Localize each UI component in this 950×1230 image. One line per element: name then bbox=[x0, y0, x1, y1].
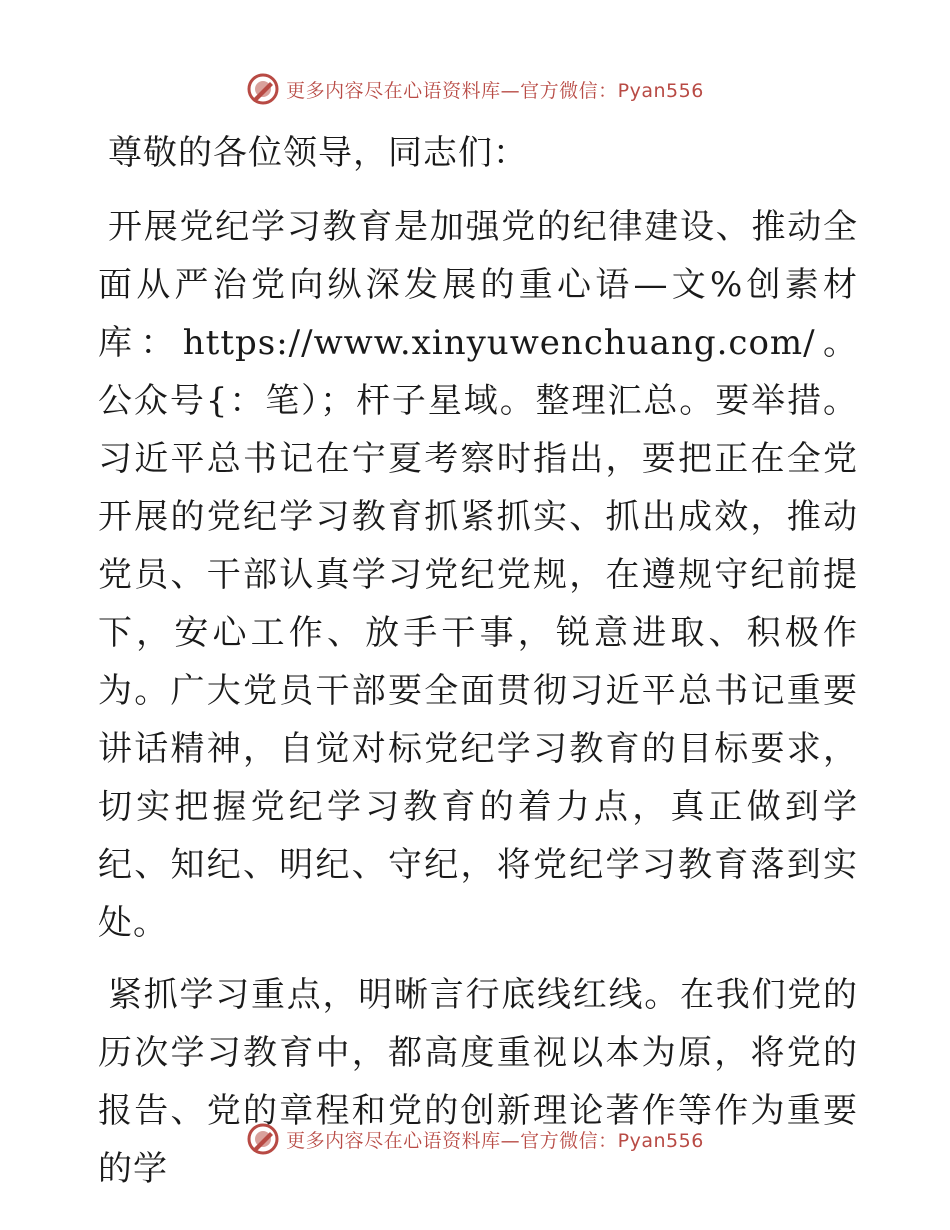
salutation: 尊敬的各位领导，同志们： bbox=[108, 133, 528, 173]
watermark-text: 更多内容尽在心语资料库—官方微信：Pyan556 bbox=[286, 1129, 704, 1152]
document-body bbox=[98, 124, 858, 1212]
brand-logo-icon bbox=[246, 72, 280, 106]
header-watermark bbox=[0, 72, 950, 106]
paragraph-1: 开展党纪学习教育是加强党的纪律建设、推动全面从严治党向纵深发展的重心语—文%创素材库：https://www.xinyuwenchuang.com/。公众号{：笔）；杆子星域。整理汇总。要举措。习近平总书记在宁夏考察时指出，要把正在全党开展的党纪学习教育抓紧抓实、抓出成效，推动党员、干部认真学习党纪党规，在遵规守纪前提下，安心工作、放手干事，锐意进取、积极作为。广大党员干部要全面贯彻习近平总书记重要讲话精神，自觉对标党纪学习教育的目标要求，切实把握党纪学习教育的着力点，真正做到学纪、知纪、明纪、守纪，将党纪学习教育落到实处。 bbox=[98, 207, 858, 943]
paragraph-2: 紧抓学习重点，明晰言行底线红线。在我们党的历次学习教育中，都高度重视以本为原，将党的报告、党的章程和党的创新理论著作等作为重要的学 bbox=[98, 975, 858, 1189]
footer-watermark bbox=[0, 1122, 950, 1156]
watermark-text: 更多内容尽在心语资料库—官方微信：Pyan556 bbox=[286, 79, 704, 102]
brand-logo-icon bbox=[246, 1122, 280, 1156]
